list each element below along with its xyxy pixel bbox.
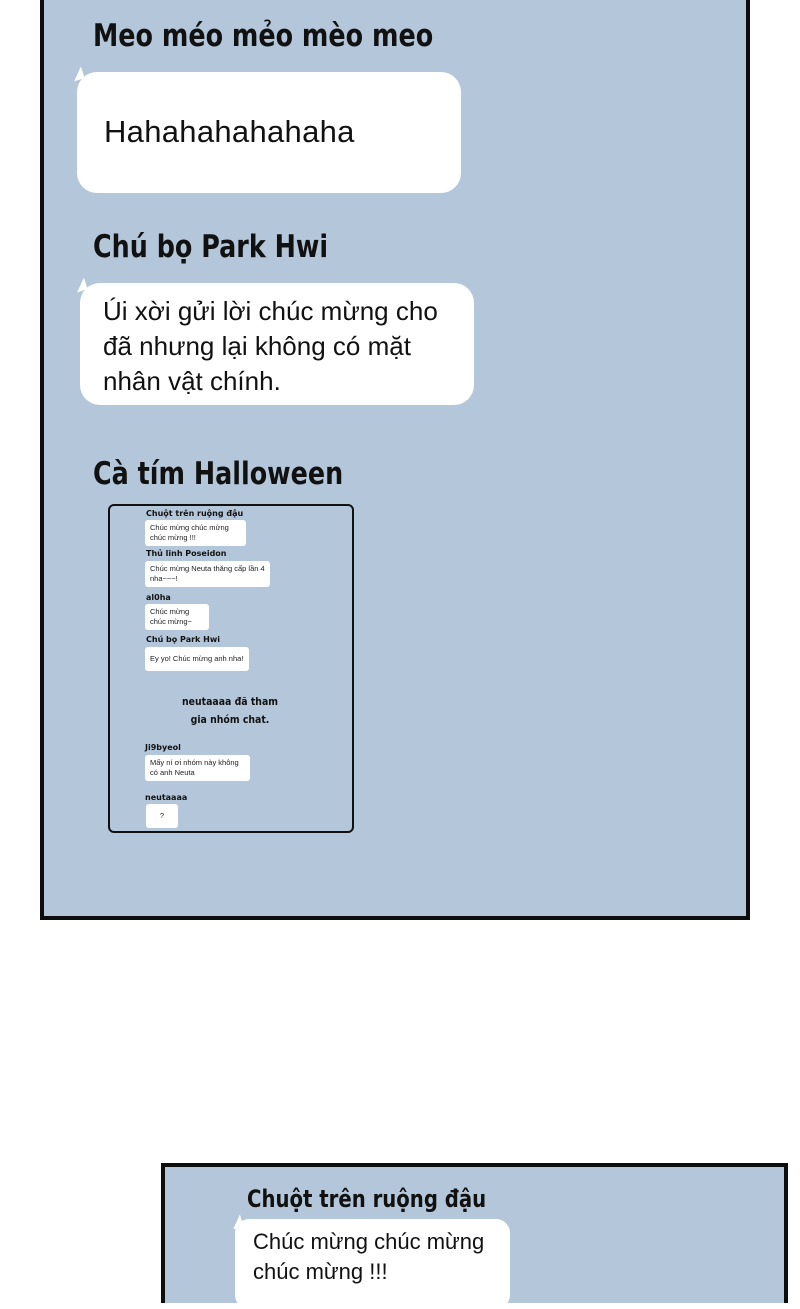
chat-screenshot (108, 504, 354, 833)
sender-name: Meo méo mẻo mèo meo (93, 18, 434, 54)
mini-sender-name: Ji9byeol (145, 743, 181, 752)
chat-panel-top (40, 0, 750, 920)
sender-name: Chuột trên ruộng đậu (247, 1185, 487, 1213)
message-bubble: Chúc mừng chúc mừng chúc mừng !!! (235, 1219, 510, 1309)
mini-sender-name: Chú bọ Park Hwi (146, 635, 220, 644)
mini-message-bubble: ? (146, 804, 178, 828)
mini-sender-name: al0ha (146, 593, 171, 602)
system-notice: neutaaaa đã tham gia nhóm chat. (181, 695, 279, 726)
sender-name: Cà tím Halloween (93, 456, 344, 492)
mini-message-bubble: Chúc mừng chúc mừng chúc mừng !!! (145, 520, 246, 546)
mini-message-bubble: Mấy ní ơi nhóm này không có anh Neuta (145, 755, 250, 781)
mini-message-bubble: Chúc mừng Neuta thăng cấp lần 4 nha~~~! (145, 561, 270, 587)
mini-message-bubble: Ey yo! Chúc mừng anh nha! (145, 647, 249, 671)
message-bubble: Úi xời gửi lời chúc mừng cho đã nhưng lại không có mặt nhân vật chính. (80, 283, 474, 405)
mini-sender-name: Thủ lĩnh Poseidon (146, 549, 227, 558)
message-bubble: Hahahahahahaha (77, 72, 461, 193)
mini-sender-name: neutaaaa (145, 793, 188, 802)
mini-sender-name: Chuột trên ruộng đậu (146, 509, 244, 518)
chat-panel-bottom (161, 1163, 788, 1303)
sender-name: Chú bọ Park Hwi (93, 229, 329, 265)
mini-message-bubble: Chúc mừng chúc mừng~ (145, 604, 209, 630)
